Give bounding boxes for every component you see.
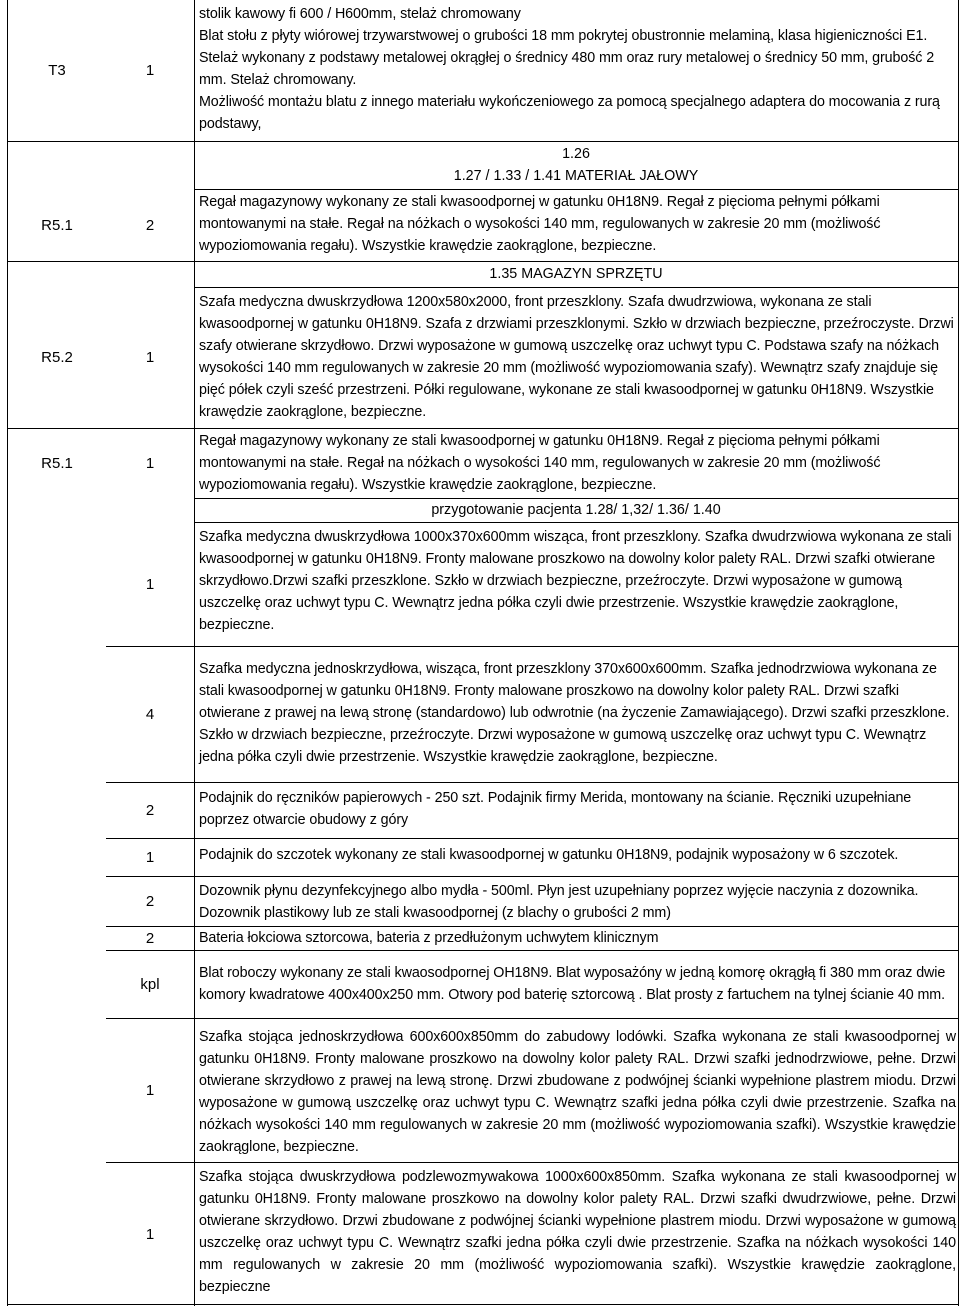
- table-row: [8, 838, 958, 876]
- table-row: [8, 0, 958, 141]
- table-row: [8, 287, 958, 428]
- item-description: [194, 0, 958, 141]
- item-quantity: kpl: [106, 950, 195, 1018]
- item-code: [8, 926, 106, 950]
- table-bottom-border: [8, 1304, 958, 1305]
- item-quantity: 1: [106, 287, 195, 428]
- section-header-line: 1.27 / 1.33 / 1.41 MATERIAŁ JAŁOWY: [453, 168, 699, 184]
- table-row: [8, 782, 958, 838]
- table-row: [8, 876, 958, 926]
- table-row: [8, 926, 958, 950]
- item-quantity: 1: [106, 838, 195, 876]
- item-code: T3: [48, 62, 66, 79]
- item-quantity: 1: [106, 1018, 195, 1162]
- table-row: [8, 950, 958, 1018]
- item-quantity: 2: [106, 926, 195, 950]
- table-row: [8, 189, 958, 261]
- item-code: [8, 646, 106, 782]
- item-code: R5.2: [41, 349, 73, 366]
- table-row: [8, 1162, 958, 1306]
- item-code: [8, 782, 106, 838]
- item-description: Szafka medyczna jednoskrzydłowa, wisząca, front przeszklony 370x600x600mm. Szafka jednodrzwiowa wykonana ze stali kwasoodpornej w gatunku 0H18N9. Fronty malowane proszkowo na dowolny kolor palety RAL. Drzwi szafki otwierane z prawej na lewą stronę (standardowo) lub odwrotnie (na życzenie Zamawiającego). Drzwi szafki przeszklone. Szkło w drzwiach bezpieczne, przeźroczyte. Drzwi wyposażone w gumową uszczelkę oraz uchwyt typu C. Wewnątrz jedna półka czyli dwie przestrzenie. Wszystkie krawędzie zaokrąglone, bezpieczne.: [199, 661, 950, 765]
- item-quantity: 4: [106, 646, 195, 782]
- item-description: [194, 876, 958, 926]
- description-line: Stelaż wykonany z podstawy metalowej okrągłej o średnicy 480 mm oraz rury metalowej o średnicy 50 mm, grubość 2 mm. Stelaż chromowany.: [199, 50, 935, 88]
- item-quantity: 1: [106, 428, 195, 498]
- table-row: [8, 646, 958, 782]
- description-line: Dozownik płynu dezynfekcyjnego albo mydła - 500ml. Płyn jest uzupełniany poprzez wyjęcie naczynia z dozownika.: [199, 883, 919, 899]
- item-code: [8, 1162, 106, 1306]
- item-quantity: 2: [106, 189, 195, 261]
- description-line: Możliwość montażu blatu z innego materiału wykończeniowego za pomocą specjalnego adaptera do mocowania z rurą podstawy,: [199, 94, 940, 132]
- item-description: Podajnik do szczotek wykonany ze stali kwasoodpornej w gatunku 0H18N9, podajnik wyposażony w 6 szczotek.: [199, 847, 899, 863]
- table-row: [8, 522, 958, 646]
- item-description: Szafka stojąca dwuskrzydłowa podzlewozmywakowa 1000x600x850mm. Szafka wykonana ze stali kwasoodpornej w gatunku 0H18N9. Fronty malowane proszkowo na dowolny kolor palety RAL. Drzwi szafki dwudrzwiowe, pełne. Drzwi otwierane skrzydłowo. Drzwi zbudowane z podwójnej ścianki wypełnione plastrem miodu. Drzwi wyposażone w gumową uszczelkę oraz uchwyt typu C. Wewnątrz szafki jedna półka czyli dwie przestrzenie. Szafka na nóżkach wysokości 140 mm regulowanych w zakresie 20 mm (możliwość wypoziomowania szafki). Wszystkie krawędzie zaokrąglone, bezpieczne: [199, 1169, 956, 1295]
- item-quantity: 1: [106, 522, 195, 646]
- specification-table: [7, 0, 959, 1306]
- item-code: R5.1: [41, 216, 73, 234]
- item-code: [8, 1018, 106, 1162]
- description-line: Blat stołu z płyty wiórowej trzywarstwowej o grubości 18 mm pokrytej obustronnie melaminą, klasa higieniczności E1.: [199, 28, 928, 44]
- item-description: Szafka stojąca jednoskrzydłowa 600x600x850mm do zabudowy lodówki. Szafka wykonana ze stali kwasoodpornej w gatunku 0H18N9. Fronty malowane proszkowo na dowolny kolor palety RAL. Drzwi szafki jednodrzwiowe, pełne. Drzwi otwierane skrzydłowo z prawej na lewą stronę. Drzwi zbudowane z podwójnej ścianki wypełnione plastrem miodu. Drzwi wyposażone w gumową uszczelkę oraz uchwyt typu C. Wewnątrz szafki jedna półka czyli dwie przestrzenie. Szafka na nóżkach wysokości 140 mm regulowanych w zakresie 20 mm (możliwość wypoziomowania szafki). Wszystkie krawędzie zaokrąglone, bezpieczne.: [199, 1029, 956, 1155]
- section-header-row: [8, 261, 958, 287]
- section-header: 1.35 MAGAZYN SPRZĘTU: [489, 266, 663, 282]
- item-code: [8, 876, 106, 926]
- description-line: stolik kawowy fi 600 / H600mm, stelaż chromowany: [199, 6, 521, 22]
- description-line: Dozownik plastikowy lub ze stali kwasoodpornej (z blachy o grubości 2 mm): [199, 905, 671, 921]
- item-quantity: 2: [106, 876, 195, 926]
- item-description: Regał magazynowy wykonany ze stali kwasoodpornej w gatunku 0H18N9. Regał z pięcioma pełnymi półkami montowanymi na stałe. Regał na nóżkach o wysokości 140 mm, regulowanych w zakresie 20 mm (możliwość wypoziomowania regału). Wszystkie krawędzie zaokrąglone, bezpieczne.: [199, 433, 881, 493]
- item-description: Bateria łokciowa sztorcowa, bateria z przedłużonym uchwytem klinicznym: [199, 930, 659, 946]
- item-quantity: 2: [106, 782, 195, 838]
- item-description: Podajnik do ręczników papierowych - 250 szt. Podajnik firmy Merida, montowany na ścianie. Ręczniki uzupełniane poprzez otwarcie obudowy z góry: [199, 790, 912, 828]
- item-code: [8, 950, 106, 1018]
- item-description: Szafka medyczna dwuskrzydłowa 1000x370x600mm wisząca, front przeszklony. Szafka dwudrzwiowa wykonana ze stali kwasoodpornej w gatunku 0H18N9. Fronty malowane proszkowo na dowolny kolor palety RAL. Drzwi szafki otwierane skrzydłowo.Drzwi szafki przeszklone. Szkło w drzwiach bezpieczne, przeźroczyte. Drzwi wyposażone w gumową uszczelkę oraz uchwyt typu C. Wewnątrz jedna półka czyli dwie przestrzenie. Wszystkie krawędzie zaokrąglone, bezpieczne.: [199, 529, 952, 633]
- section-header: [194, 141, 958, 189]
- section-header-row: [8, 141, 958, 189]
- item-quantity: 1: [106, 0, 195, 141]
- item-code: R5.1: [41, 454, 73, 472]
- item-code: [8, 838, 106, 876]
- section-header-line: 1.26: [562, 146, 590, 162]
- item-description: Regał magazynowy wykonany ze stali kwasoodpornej w gatunku 0H18N9. Regał z pięcioma pełnymi półkami montowanymi na stałe. Regał na nóżkach o wysokości 140 mm, regulowanych w zakresie 20 mm (możliwość wypoziomowania regału). Wszystkie krawędzie zaokrąglone, bezpieczne.: [199, 194, 881, 254]
- item-description: Blat roboczy wykonany ze stali kwaosodpornej OH18N9. Blat wyposażóny w jedną komorę okrągłą fi 380 mm oraz dwie komory kwadratowe 400x400x250 mm. Otwory pod baterię sztorcową . Blat prosty z fartuchem na tylnej ścianie 40 mm.: [199, 965, 946, 1003]
- item-description: Szafa medyczna dwuskrzydłowa 1200x580x2000, front przeszklony. Szafa dwudrzwiowa, wykonana ze stali kwasoodpornej w gatunku 0H18N9. Szafa z drzwiami przeszklonymi. Szkło w drzwiach bezpieczne, przeźroczyste. Drzwi szafy otwierane skrzydłowo. Drzwi wyposażone w gumową uszczelkę oraz uchwyt typu C. Podstawa szafy na nóżkach wysokości 140 mm regulowanych w zakresie 20 mm (możliwość wypoziomowania szafy). Wewnątrz szafy znajduje się pięć półek czyli sześć przestrzeni. Półki regulowane, wykonane ze stali kwasoodpornej w gatunku 0H18N9. Wszystkie krawędzie zaokrąglone, bezpieczne.: [199, 294, 954, 420]
- table-row: [8, 428, 958, 498]
- item-quantity: 1: [106, 1162, 195, 1306]
- section-header: przygotowanie pacjenta 1.28/ 1,32/ 1.36/ 1.40: [431, 502, 721, 518]
- table-row: [8, 1018, 958, 1162]
- item-code: [8, 522, 106, 646]
- section-header-row: [8, 498, 958, 522]
